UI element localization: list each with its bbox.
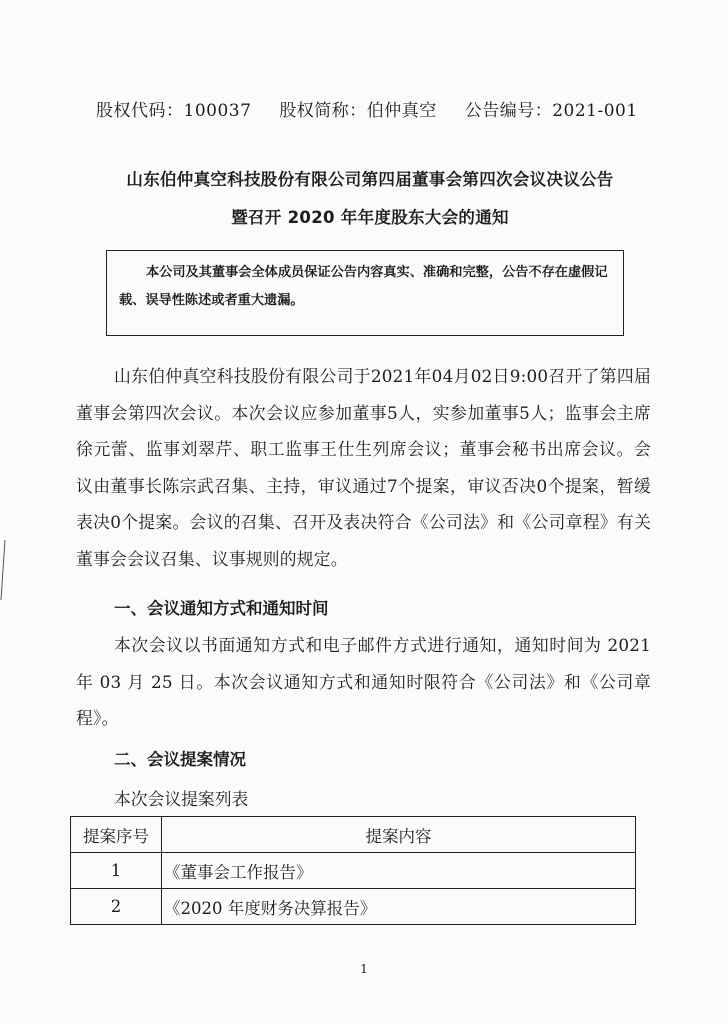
document-subtitle: 暨召开 2020 年年度股东大会的通知 [231, 208, 509, 227]
document-title: 山东伯仲真空科技股份有限公司第四届董事会第四次会议决议公告 [126, 170, 614, 189]
proposals-table [70, 816, 636, 925]
proposal-content: 《2020 年度财务决算报告》 [162, 889, 636, 925]
section-heading-notice: 一、会议通知方式和通知时间 [114, 599, 329, 618]
column-header-number: 提案序号 [71, 817, 162, 853]
notice-number: 公告编号：2021-001 [464, 101, 638, 121]
announcement-header [96, 96, 676, 121]
stock-code: 股权代码：100037 [96, 101, 252, 121]
table-row [71, 853, 636, 889]
section-heading-proposals: 二、会议提案情况 [114, 750, 246, 769]
disclaimer-box [106, 250, 624, 336]
disclaimer-text: 本公司及其董事会全体成员保证公告内容真实、准确和完整，公告不存在虚假记载、误导性陈述或者重大遗漏。 [119, 265, 608, 308]
proposal-number: 2 [71, 889, 162, 925]
table-header-row [71, 817, 636, 853]
scan-edge-mark [0, 540, 6, 600]
page-number: 1 [360, 962, 368, 976]
column-header-content: 提案内容 [162, 817, 636, 853]
table-row [71, 889, 636, 925]
intro-paragraph: 山东伯仲真空科技股份有限公司于2021年04月02日9:00召开了第四届董事会第四次会议。本次会议应参加董事5人，实参加董事5人；监事会主席徐元蕾、监事刘翠芹、职工监事王仕生列席会议；董事会秘书出席会议。会议由董事长陈宗武召集、主持，审议通过7个提案，审议否决0个提案，暂缓表决0个提案。会议的召集、召开及表决符合《公司法》和《公司章程》有关董事会会议召集、议事规则的规定。 [76, 366, 651, 569]
stock-abbreviation: 股权简称：伯仲真空 [279, 101, 437, 121]
proposal-content: 《董事会工作报告》 [162, 853, 636, 889]
proposal-number: 1 [71, 853, 162, 889]
notice-paragraph: 本次会议以书面通知方式和电子邮件方式进行通知，通知时间为 2021 年 03 月 25 日。本次会议通知方式和通知时限符合《公司法》和《公司章程》。 [76, 635, 651, 729]
table-caption: 本次会议提案列表 [114, 789, 249, 809]
